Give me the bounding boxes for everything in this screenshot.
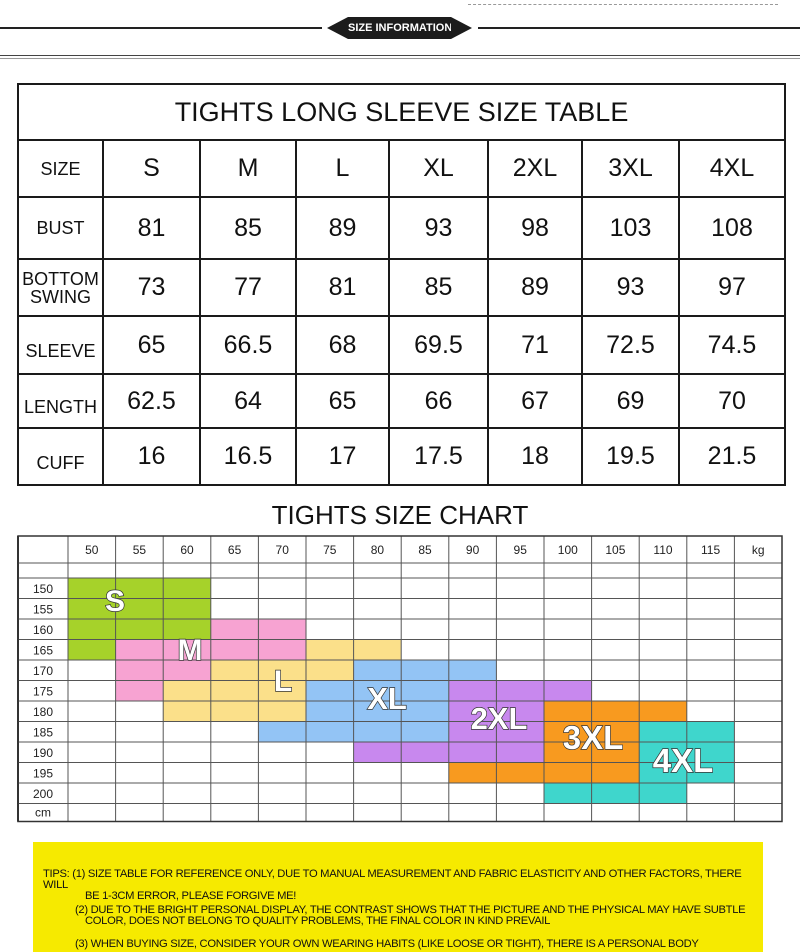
- size-header-2xl: 2XL: [488, 140, 582, 197]
- row-label-line: CUFF: [36, 452, 85, 473]
- size-table-row: [18, 428, 785, 485]
- size-value-cell: 69.5: [389, 316, 488, 374]
- size-value-cell: 64: [200, 374, 296, 428]
- size-value-cell: 71: [488, 316, 582, 374]
- size-region-s: [68, 599, 211, 620]
- weight-tick-label: 65: [227, 543, 242, 557]
- tips-prefix: TIPS:: [43, 868, 73, 880]
- weight-unit-label: kg: [751, 543, 765, 557]
- size-header-3xl: 3XL: [582, 140, 679, 197]
- weight-tick-label: 80: [370, 543, 385, 557]
- weight-tick-label: 75: [323, 543, 337, 557]
- weight-tick-label: 60: [180, 543, 194, 557]
- badge-arrow-right-icon: [451, 17, 472, 39]
- size-chart-title: TIGHTS SIZE CHART: [271, 500, 529, 530]
- height-tick-label: 190: [32, 746, 54, 760]
- tip-text: (1) SIZE TABLE FOR REFERENCE ONLY, DUE TO MANUAL MEASUREMENT AND FABRIC ELASTICITY AND OTHER FACTORS, THERE WILL: [43, 868, 742, 891]
- size-value-cell: 68: [296, 316, 389, 374]
- size-label-4xl: 4XL: [652, 742, 714, 779]
- row-label-line: BUST: [36, 218, 85, 238]
- row-label: [18, 428, 103, 485]
- size-value-cell: 17.5: [389, 428, 488, 485]
- weight-tick-label: 70: [275, 543, 289, 557]
- size-value-cell: 72.5: [582, 316, 679, 374]
- size-label-xl: XL: [367, 681, 407, 716]
- size-value-cell: 93: [582, 259, 679, 316]
- size-region-s: [68, 578, 211, 599]
- weight-tick-label: 100: [557, 543, 578, 557]
- tip-item: [43, 905, 757, 927]
- size-table-row: [18, 197, 785, 259]
- size-value-cell: 16.5: [200, 428, 296, 485]
- size-header-4xl: 4XL: [679, 140, 785, 197]
- size-value-cell: 103: [582, 197, 679, 259]
- size-label-2xl: 2XL: [470, 701, 528, 736]
- row-label: [18, 316, 103, 374]
- weight-tick-label: 110: [653, 543, 673, 557]
- size-value-cell: 97: [679, 259, 785, 316]
- size-table-row: [18, 259, 785, 316]
- size-value-cell: 18: [488, 428, 582, 485]
- size-value-cell: 85: [389, 259, 488, 316]
- size-table-row: [18, 316, 785, 374]
- size-value-cell: 19.5: [582, 428, 679, 485]
- size-value-cell: 108: [679, 197, 785, 259]
- size-information-header: [0, 0, 800, 60]
- size-value-cell: 81: [296, 259, 389, 316]
- height-tick-label: 195: [32, 766, 54, 781]
- size-value-cell: 69: [582, 374, 679, 428]
- tip-item: [43, 869, 757, 902]
- row-label-line: SLEEVE: [25, 341, 96, 361]
- size-region-2xl: [449, 681, 592, 702]
- size-value-cell: 65: [296, 374, 389, 428]
- weight-tick-label: 90: [465, 543, 480, 557]
- size-value-cell: 73: [103, 259, 200, 316]
- size-value-cell: 62.5: [103, 374, 200, 428]
- size-value-cell: 98: [488, 197, 582, 259]
- header-line-right: [478, 27, 800, 29]
- size-table-title: TIGHTS LONG SLEEVE SIZE TABLE: [18, 84, 785, 140]
- size-value-cell: 85: [200, 197, 296, 259]
- height-tick-label: 155: [32, 602, 54, 617]
- size-value-cell: 21.5: [679, 428, 785, 485]
- weight-tick-label: 50: [85, 543, 99, 557]
- header-line-left: [0, 27, 322, 29]
- size-region-4xl: [544, 783, 687, 804]
- row-label-line: SWING: [30, 286, 91, 307]
- size-chart: [17, 535, 788, 829]
- height-unit-label: cm: [35, 805, 51, 820]
- weight-tick-label: 105: [605, 543, 626, 557]
- tips-box: [33, 842, 763, 952]
- weight-tick-label: 55: [132, 543, 147, 557]
- height-tick-label: 160: [32, 623, 54, 637]
- size-label-l: L: [273, 665, 293, 698]
- header-rule-secondary: [0, 58, 800, 59]
- size-header-l: L: [296, 140, 389, 197]
- height-tick-label: 165: [32, 643, 54, 658]
- size-value-cell: 74.5: [679, 316, 785, 374]
- size-table-header-row: [18, 140, 785, 197]
- size-value-cell: 66.5: [200, 316, 296, 374]
- tip-item: [43, 939, 757, 950]
- size-value-cell: 93: [389, 197, 488, 259]
- dashed-divider: [468, 4, 778, 5]
- size-value-cell: 77: [200, 259, 296, 316]
- height-tick-label: 185: [32, 725, 54, 740]
- size-information-badge: SIZE INFORMATION: [348, 17, 451, 39]
- row-label-line: BOTTOM: [22, 268, 99, 289]
- size-value-cell: 89: [296, 197, 389, 259]
- size-value-cell: 81: [103, 197, 200, 259]
- size-header-xl: XL: [389, 140, 488, 197]
- size-region-xl: [354, 660, 497, 681]
- tip-text: BE 1-3CM ERROR, PLEASE FORGIVE ME!: [85, 890, 297, 902]
- size-value-cell: 89: [488, 259, 582, 316]
- size-label-3xl: 3XL: [562, 719, 624, 756]
- size-value-cell: 67: [488, 374, 582, 428]
- height-tick-label: 180: [32, 705, 54, 719]
- size-region-l: [163, 701, 306, 722]
- size-table: [17, 83, 786, 486]
- size-value-cell: 65: [103, 316, 200, 374]
- size-table-row: [18, 374, 785, 428]
- size-column-header: SIZE: [18, 140, 103, 197]
- tip-text: COLOR, DOES NOT BELONG TO QUALITY PROBLEMS, THE FINAL COLOR IN KIND PREVAIL: [85, 915, 551, 927]
- tip-text: (3) WHEN BUYING SIZE, CONSIDER YOUR OWN WEARING HABITS (LIKE LOOSE OR TIGHT), THERE IS A PERSONAL BODY: [75, 938, 699, 950]
- size-value-cell: 16: [103, 428, 200, 485]
- size-label-m: M: [177, 634, 203, 667]
- height-tick-label: 170: [32, 664, 54, 678]
- size-header-m: M: [200, 140, 296, 197]
- tip-text: (2) DUE TO THE BRIGHT PERSONAL DISPLAY, THE CONTRAST SHOWS THAT THE PICTURE AND THE PHYSICAL MAY HAVE SUBTLE: [75, 904, 746, 916]
- weight-tick-label: 95: [513, 543, 527, 557]
- height-tick-label: 200: [32, 787, 54, 801]
- size-value-cell: 70: [679, 374, 785, 428]
- row-label: [18, 259, 103, 316]
- size-header-s: S: [103, 140, 200, 197]
- row-label-line: LENGTH: [23, 397, 97, 417]
- size-label-s: S: [104, 585, 126, 618]
- size-value-cell: 66: [389, 374, 488, 428]
- row-label: [18, 374, 103, 428]
- weight-tick-label: 115: [701, 543, 721, 557]
- size-region-m: [116, 681, 164, 702]
- height-tick-label: 175: [32, 684, 54, 699]
- header-rule: [0, 55, 800, 56]
- size-value-cell: 17: [296, 428, 389, 485]
- weight-tick-label: 85: [418, 543, 432, 557]
- badge-arrow-left-icon: [327, 17, 348, 39]
- row-label: [18, 197, 103, 259]
- height-tick-label: 150: [32, 582, 54, 596]
- size-region-s: [68, 640, 116, 661]
